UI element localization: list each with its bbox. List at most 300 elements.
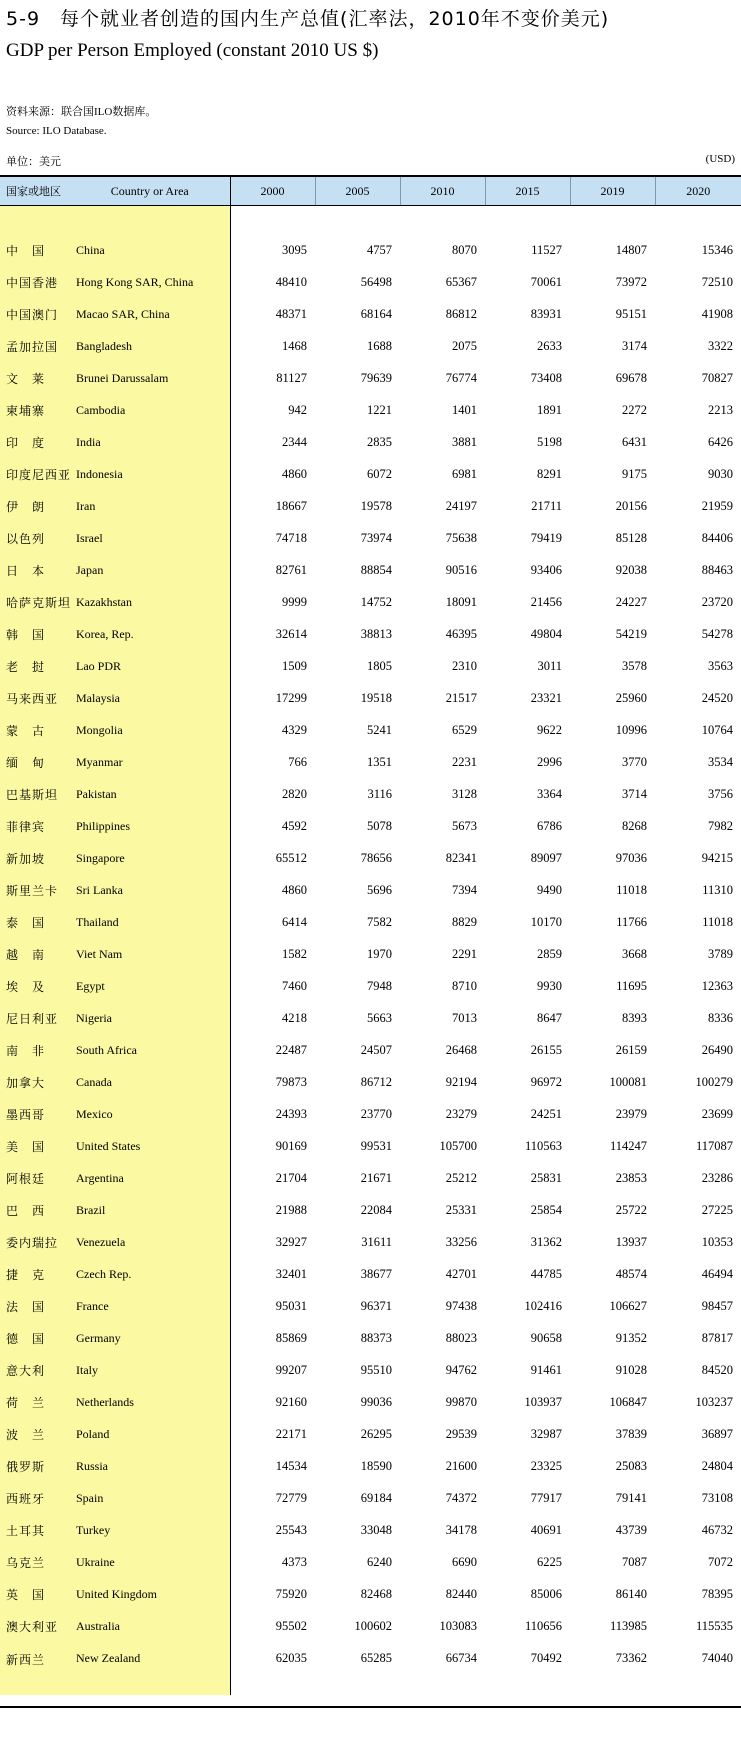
gdp-value-cell: 20156 xyxy=(615,498,647,513)
country-name-english: Iran xyxy=(70,490,230,522)
gdp-value-cell: 86812 xyxy=(445,306,477,321)
gdp-value-cell: 3668 xyxy=(622,946,647,961)
gdp-value-cell: 70827 xyxy=(701,370,733,385)
gdp-value-cell: 3756 xyxy=(708,786,733,801)
gdp-value-cell: 49804 xyxy=(530,626,562,641)
table-row xyxy=(0,1642,741,1695)
gdp-value-cell: 99870 xyxy=(445,1394,477,1409)
gdp-value-cell: 23979 xyxy=(615,1106,647,1121)
gdp-value-cell: 73972 xyxy=(615,274,647,289)
gdp-value-cell: 8393 xyxy=(622,1010,647,1025)
country-name-chinese: 韩 国 xyxy=(0,618,70,650)
gdp-value-cell: 23325 xyxy=(530,1458,562,1473)
gdp-value-cell: 70061 xyxy=(530,274,562,289)
gdp-value-cell: 3881 xyxy=(452,434,477,449)
table-row xyxy=(0,874,741,906)
gdp-value-cell: 91028 xyxy=(615,1362,647,1377)
gdp-value-cell: 95151 xyxy=(615,306,647,321)
gdp-value-cell: 6529 xyxy=(452,722,477,737)
gdp-value-cell: 69184 xyxy=(360,1490,392,1505)
gdp-value-cell: 4329 xyxy=(282,722,307,737)
country-name-chinese: 委内瑞拉 xyxy=(0,1226,70,1258)
gdp-value-cell: 25722 xyxy=(615,1202,647,1217)
gdp-value-cell: 74718 xyxy=(275,530,307,545)
gdp-value-cell: 21959 xyxy=(701,498,733,513)
gdp-value-cell: 91352 xyxy=(615,1330,647,1345)
gdp-value-cell: 26295 xyxy=(360,1426,392,1441)
country-name-chinese: 老 挝 xyxy=(0,650,70,682)
table-row xyxy=(0,490,741,522)
gdp-value-cell: 24197 xyxy=(445,498,477,513)
gdp-value-cell: 41908 xyxy=(701,306,733,321)
gdp-value-cell: 7087 xyxy=(622,1554,647,1569)
country-name-english: Canada xyxy=(70,1066,230,1098)
gdp-value-cell: 4373 xyxy=(282,1554,307,1569)
table-row xyxy=(0,1258,741,1290)
gdp-value-cell: 4860 xyxy=(282,466,307,481)
gdp-value-cell: 4757 xyxy=(367,242,392,257)
country-name-chinese: 中 国 xyxy=(0,234,70,266)
gdp-value-cell: 7072 xyxy=(708,1554,733,1569)
gdp-value-cell: 3128 xyxy=(452,786,477,801)
gdp-value-cell: 31611 xyxy=(361,1234,392,1249)
gdp-value-cell: 1688 xyxy=(367,338,392,353)
gdp-value-cell: 3011 xyxy=(537,658,562,673)
gdp-value-cell: 96972 xyxy=(530,1074,562,1089)
gdp-value-cell: 82341 xyxy=(445,850,477,865)
country-name-chinese: 新西兰 xyxy=(0,1642,70,1695)
country-name-english: Macao SAR, China xyxy=(70,298,230,330)
gdp-value-cell: 4218 xyxy=(282,1010,307,1025)
country-name-chinese: 德 国 xyxy=(0,1322,70,1354)
gdp-value-cell: 32927 xyxy=(275,1234,307,1249)
country-name-chinese: 埃 及 xyxy=(0,970,70,1002)
country-name-chinese: 中国香港 xyxy=(0,266,70,298)
table-row xyxy=(0,586,741,618)
country-name-chinese: 土耳其 xyxy=(0,1514,70,1546)
country-name-english: Nigeria xyxy=(70,1002,230,1034)
gdp-value-cell: 100279 xyxy=(695,1074,733,1089)
gdp-value-cell: 7582 xyxy=(367,914,392,929)
gdp-value-cell: 73108 xyxy=(701,1490,733,1505)
table-row xyxy=(0,458,741,490)
gdp-value-cell: 84520 xyxy=(701,1362,733,1377)
gdp-value-cell: 26468 xyxy=(445,1042,477,1057)
gdp-value-cell: 14752 xyxy=(360,594,392,609)
country-name-chinese: 印 度 xyxy=(0,426,70,458)
gdp-value-cell: 24251 xyxy=(530,1106,562,1121)
gdp-value-cell: 92160 xyxy=(275,1394,307,1409)
gdp-value-cell: 8336 xyxy=(708,1010,733,1025)
gdp-value-cell: 97438 xyxy=(445,1298,477,1313)
country-name-chinese: 马来西亚 xyxy=(0,682,70,714)
gdp-value-cell: 4860 xyxy=(282,882,307,897)
gdp-value-cell: 21704 xyxy=(275,1170,307,1185)
gdp-value-cell: 21517 xyxy=(445,690,477,705)
country-name-chinese: 西班牙 xyxy=(0,1482,70,1514)
gdp-value-cell: 3534 xyxy=(708,754,733,769)
country-name-chinese: 捷 克 xyxy=(0,1258,70,1290)
gdp-value-cell: 2075 xyxy=(452,338,477,353)
gdp-value-cell: 1509 xyxy=(282,658,307,673)
gdp-value-cell: 46395 xyxy=(445,626,477,641)
table-row xyxy=(0,938,741,970)
table-row xyxy=(0,1002,741,1034)
country-name-chinese: 巴基斯坦 xyxy=(0,778,70,810)
country-name-english: Lao PDR xyxy=(70,650,230,682)
gdp-value-cell: 17299 xyxy=(275,690,307,705)
header-row xyxy=(0,176,741,206)
country-name-english: Israel xyxy=(70,522,230,554)
table-header xyxy=(0,176,741,206)
gdp-value-cell: 32987 xyxy=(530,1426,562,1441)
gdp-value-cell: 78395 xyxy=(701,1586,733,1601)
table-row xyxy=(0,714,741,746)
gdp-value-cell: 6414 xyxy=(282,914,307,929)
gdp-value-cell: 4592 xyxy=(282,818,307,833)
gdp-value-cell: 13937 xyxy=(615,1234,647,1249)
country-name-english: China xyxy=(70,234,230,266)
gdp-value-cell: 82761 xyxy=(275,562,307,577)
country-name-english: Sri Lanka xyxy=(70,874,230,906)
gdp-value-cell: 9999 xyxy=(282,594,307,609)
gdp-value-cell: 24804 xyxy=(701,1458,733,1473)
country-name-english: United Kingdom xyxy=(70,1578,230,1610)
gdp-value-cell: 6786 xyxy=(537,818,562,833)
table-row xyxy=(0,682,741,714)
table-row xyxy=(0,234,741,266)
gdp-value-cell: 85869 xyxy=(275,1330,307,1345)
gdp-value-cell: 11018 xyxy=(616,882,647,897)
table-row xyxy=(0,1482,741,1514)
country-name-chinese: 波 兰 xyxy=(0,1418,70,1450)
gdp-value-cell: 75920 xyxy=(275,1586,307,1601)
country-name-english: Cambodia xyxy=(70,394,230,426)
gdp-value-cell: 8291 xyxy=(537,466,562,481)
gdp-value-cell: 21988 xyxy=(275,1202,307,1217)
gdp-value-cell: 21671 xyxy=(360,1170,392,1185)
bottom-rule xyxy=(0,1706,741,1708)
gdp-value-cell: 66734 xyxy=(445,1651,477,1665)
gdp-value-cell: 106847 xyxy=(609,1394,647,1409)
table-row xyxy=(0,1610,741,1642)
gdp-value-cell: 95502 xyxy=(275,1618,307,1633)
gdp-value-cell: 25331 xyxy=(445,1202,477,1217)
country-name-english: Mexico xyxy=(70,1098,230,1130)
country-name-chinese: 缅 甸 xyxy=(0,746,70,778)
country-name-english: Argentina xyxy=(70,1162,230,1194)
gdp-value-cell: 19578 xyxy=(360,498,392,513)
gdp-value-cell: 2291 xyxy=(452,946,477,961)
gdp-value-cell: 103937 xyxy=(524,1394,562,1409)
gdp-value-cell: 24520 xyxy=(701,690,733,705)
gdp-value-cell: 86140 xyxy=(615,1586,647,1601)
gdp-value-cell: 48574 xyxy=(615,1266,647,1281)
table-row xyxy=(0,522,741,554)
gdp-value-cell: 10353 xyxy=(701,1234,733,1249)
gdp-value-cell: 9622 xyxy=(537,722,562,737)
table-row xyxy=(0,1290,741,1322)
gdp-value-cell: 110563 xyxy=(524,1138,562,1153)
gdp-value-cell: 3174 xyxy=(622,338,647,353)
gdp-value-cell: 90516 xyxy=(445,562,477,577)
country-name-english: Pakistan xyxy=(70,778,230,810)
table-row xyxy=(0,1034,741,1066)
country-name-english: Hong Kong SAR, China xyxy=(70,266,230,298)
table-row xyxy=(0,394,741,426)
gdp-value-cell: 3116 xyxy=(367,786,392,801)
country-name-english: United States xyxy=(70,1130,230,1162)
table-row xyxy=(0,906,741,938)
gdp-value-cell: 79639 xyxy=(360,370,392,385)
country-name-chinese: 菲律宾 xyxy=(0,810,70,842)
gdp-value-cell: 31362 xyxy=(530,1234,562,1249)
gdp-value-cell: 103237 xyxy=(695,1394,733,1409)
gdp-value-cell: 69678 xyxy=(615,370,647,385)
gdp-value-cell: 11766 xyxy=(616,914,647,929)
gdp-value-cell: 90658 xyxy=(530,1330,562,1345)
gdp-value-cell: 6981 xyxy=(452,466,477,481)
header-year: 2010 xyxy=(400,176,485,206)
gdp-value-cell: 77917 xyxy=(530,1490,562,1505)
gdp-value-cell: 90169 xyxy=(275,1138,307,1153)
table-row xyxy=(0,362,741,394)
gdp-value-cell: 8647 xyxy=(537,1010,562,1025)
country-name-english: Myanmar xyxy=(70,746,230,778)
gdp-value-cell: 5078 xyxy=(367,818,392,833)
spacer-cell xyxy=(0,206,70,235)
gdp-value-cell: 2310 xyxy=(452,658,477,673)
gdp-value-cell: 6690 xyxy=(452,1554,477,1569)
country-name-english: Netherlands xyxy=(70,1386,230,1418)
gdp-value-cell: 766 xyxy=(288,754,307,769)
gdp-value-cell: 94215 xyxy=(701,850,733,865)
gdp-value-cell: 42701 xyxy=(445,1266,477,1281)
country-name-english: Japan xyxy=(70,554,230,586)
gdp-value-cell: 25854 xyxy=(530,1202,562,1217)
country-name-english: Egypt xyxy=(70,970,230,1002)
gdp-value-cell: 88373 xyxy=(360,1330,392,1345)
gdp-value-cell: 23279 xyxy=(445,1106,477,1121)
gdp-value-cell: 7460 xyxy=(282,978,307,993)
gdp-value-cell: 18667 xyxy=(275,498,307,513)
gdp-value-cell: 74040 xyxy=(701,1651,733,1665)
gdp-value-cell: 79141 xyxy=(615,1490,647,1505)
gdp-value-cell: 48410 xyxy=(275,274,307,289)
country-name-chinese: 泰 国 xyxy=(0,906,70,938)
gdp-value-cell: 99036 xyxy=(360,1394,392,1409)
table-row xyxy=(0,266,741,298)
gdp-value-cell: 1468 xyxy=(282,338,307,353)
country-name-english: Korea, Rep. xyxy=(70,618,230,650)
table-row xyxy=(0,1354,741,1386)
country-name-english: France xyxy=(70,1290,230,1322)
country-name-english: Australia xyxy=(70,1610,230,1642)
gdp-value-cell: 21456 xyxy=(530,594,562,609)
gdp-value-cell: 29539 xyxy=(445,1426,477,1441)
country-name-english: Brazil xyxy=(70,1194,230,1226)
country-name-chinese: 法 国 xyxy=(0,1290,70,1322)
gdp-value-cell: 7982 xyxy=(708,818,733,833)
gdp-value-cell: 22171 xyxy=(275,1426,307,1441)
gdp-value-cell: 44785 xyxy=(530,1266,562,1281)
country-name-chinese: 中国澳门 xyxy=(0,298,70,330)
country-name-chinese: 英 国 xyxy=(0,1578,70,1610)
gdp-value-cell: 115535 xyxy=(695,1618,733,1633)
table-row xyxy=(0,1066,741,1098)
country-name-chinese: 阿根廷 xyxy=(0,1162,70,1194)
country-name-english: Russia xyxy=(70,1450,230,1482)
spacer-cell xyxy=(70,206,230,235)
gdp-value-cell: 72779 xyxy=(275,1490,307,1505)
country-name-chinese: 加拿大 xyxy=(0,1066,70,1098)
gdp-value-cell: 82468 xyxy=(360,1586,392,1601)
header-year: 2015 xyxy=(485,176,570,206)
header-year: 2000 xyxy=(230,176,315,206)
gdp-value-cell: 2231 xyxy=(452,754,477,769)
gdp-value-cell: 74372 xyxy=(445,1490,477,1505)
country-name-chinese: 意大利 xyxy=(0,1354,70,1386)
country-name-chinese: 荷 兰 xyxy=(0,1386,70,1418)
gdp-value-cell: 5673 xyxy=(452,818,477,833)
gdp-value-cell: 68164 xyxy=(360,306,392,321)
country-name-english: Brunei Darussalam xyxy=(70,362,230,394)
gdp-value-cell: 83931 xyxy=(530,306,562,321)
country-name-chinese: 日 本 xyxy=(0,554,70,586)
country-name-english: South Africa xyxy=(70,1034,230,1066)
country-name-english: Philippines xyxy=(70,810,230,842)
table-row xyxy=(0,618,741,650)
country-name-english: Germany xyxy=(70,1322,230,1354)
gdp-value-cell: 942 xyxy=(288,402,307,417)
gdp-value-cell: 2272 xyxy=(622,402,647,417)
gdp-value-cell: 5241 xyxy=(367,722,392,737)
gdp-value-cell: 5696 xyxy=(367,882,392,897)
gdp-value-cell: 1401 xyxy=(452,402,477,417)
gdp-value-cell: 23770 xyxy=(360,1106,392,1121)
gdp-value-cell: 85006 xyxy=(530,1586,562,1601)
gdp-value-cell: 3714 xyxy=(622,786,647,801)
country-name-english: Bangladesh xyxy=(70,330,230,362)
gdp-value-cell: 1582 xyxy=(282,946,307,961)
gdp-value-cell: 24393 xyxy=(275,1106,307,1121)
gdp-value-cell: 2835 xyxy=(367,434,392,449)
country-name-english: Ukraine xyxy=(70,1546,230,1578)
gdp-value-cell: 7013 xyxy=(452,1010,477,1025)
gdp-value-cell: 91461 xyxy=(530,1362,562,1377)
header-year: 2019 xyxy=(570,176,655,206)
gdp-value-cell: 87817 xyxy=(701,1330,733,1345)
table-row xyxy=(0,1546,741,1578)
gdp-value-cell: 85128 xyxy=(615,530,647,545)
country-name-english: Kazakhstan xyxy=(70,586,230,618)
gdp-value-cell: 54219 xyxy=(615,626,647,641)
gdp-value-cell: 6426 xyxy=(708,434,733,449)
country-name-english: Spain xyxy=(70,1482,230,1514)
gdp-value-cell: 88023 xyxy=(445,1330,477,1345)
spacer-cell xyxy=(230,206,741,235)
gdp-value-cell: 10996 xyxy=(615,722,647,737)
gdp-value-cell: 1970 xyxy=(367,946,392,961)
gdp-value-cell: 95510 xyxy=(360,1362,392,1377)
gdp-value-cell: 3563 xyxy=(708,658,733,673)
country-name-english: Singapore xyxy=(70,842,230,874)
gdp-value-cell: 1805 xyxy=(367,658,392,673)
table-row xyxy=(0,970,741,1002)
gdp-value-cell: 102416 xyxy=(524,1298,562,1313)
country-name-chinese: 斯里兰卡 xyxy=(0,874,70,906)
header-year: 2020 xyxy=(655,176,741,206)
gdp-value-cell: 99531 xyxy=(360,1138,392,1153)
table-row xyxy=(0,1130,741,1162)
country-name-chinese: 伊 朗 xyxy=(0,490,70,522)
table-row xyxy=(0,1194,741,1226)
gdp-value-cell: 46732 xyxy=(701,1522,733,1537)
country-name-english: Indonesia xyxy=(70,458,230,490)
gdp-value-cell: 21711 xyxy=(531,498,562,513)
gdp-value-cell: 23286 xyxy=(701,1170,733,1185)
gdp-value-cell: 25083 xyxy=(615,1458,647,1473)
gdp-value-cell: 25543 xyxy=(275,1522,307,1537)
gdp-value-cell: 38677 xyxy=(360,1266,392,1281)
table-row xyxy=(0,1162,741,1194)
country-name-chinese: 越 南 xyxy=(0,938,70,970)
table-row xyxy=(0,842,741,874)
gdp-value-cell: 22084 xyxy=(360,1202,392,1217)
gdp-value-cell: 12363 xyxy=(701,978,733,993)
gdp-value-cell: 2633 xyxy=(537,338,562,353)
gdp-value-cell: 81127 xyxy=(276,370,307,385)
table-row xyxy=(0,298,741,330)
gdp-value-cell: 26159 xyxy=(615,1042,647,1057)
gdp-value-cell: 36897 xyxy=(701,1426,733,1441)
gdp-value-cell: 23853 xyxy=(615,1170,647,1185)
unit-label-chinese: 单位：美元 xyxy=(6,156,61,168)
gdp-value-cell: 94762 xyxy=(445,1362,477,1377)
gdp-value-cell: 27225 xyxy=(701,1202,733,1217)
gdp-value-cell: 23720 xyxy=(701,594,733,609)
gdp-per-person-table xyxy=(0,175,741,1695)
table-row xyxy=(0,650,741,682)
gdp-value-cell: 46494 xyxy=(701,1266,733,1281)
gdp-value-cell: 11527 xyxy=(531,242,562,257)
country-name-chinese: 墨西哥 xyxy=(0,1098,70,1130)
gdp-value-cell: 96371 xyxy=(360,1298,392,1313)
source-note-chinese: 资料来源：联合国ILO数据库。 xyxy=(6,106,157,118)
country-name-english: Viet Nam xyxy=(70,938,230,970)
gdp-value-cell: 9930 xyxy=(537,978,562,993)
gdp-value-cell: 65285 xyxy=(360,1651,392,1665)
gdp-value-cell: 5663 xyxy=(367,1010,392,1025)
gdp-value-cell: 19518 xyxy=(360,690,392,705)
country-name-chinese: 印度尼西亚 xyxy=(0,458,70,490)
gdp-value-cell: 117087 xyxy=(695,1138,733,1153)
gdp-value-cell: 88463 xyxy=(701,562,733,577)
gdp-value-cell: 32401 xyxy=(275,1266,307,1281)
gdp-value-cell: 11018 xyxy=(702,914,733,929)
gdp-value-cell: 7394 xyxy=(452,882,477,897)
gdp-value-cell: 65367 xyxy=(445,274,477,289)
table-row xyxy=(0,330,741,362)
table-row xyxy=(0,746,741,778)
gdp-value-cell: 65512 xyxy=(275,850,307,865)
gdp-value-cell: 3770 xyxy=(622,754,647,769)
gdp-value-cell: 26490 xyxy=(701,1042,733,1057)
country-name-chinese: 尼日利亚 xyxy=(0,1002,70,1034)
country-name-english: Poland xyxy=(70,1418,230,1450)
gdp-value-cell: 1891 xyxy=(537,402,562,417)
gdp-value-cell: 11695 xyxy=(616,978,647,993)
